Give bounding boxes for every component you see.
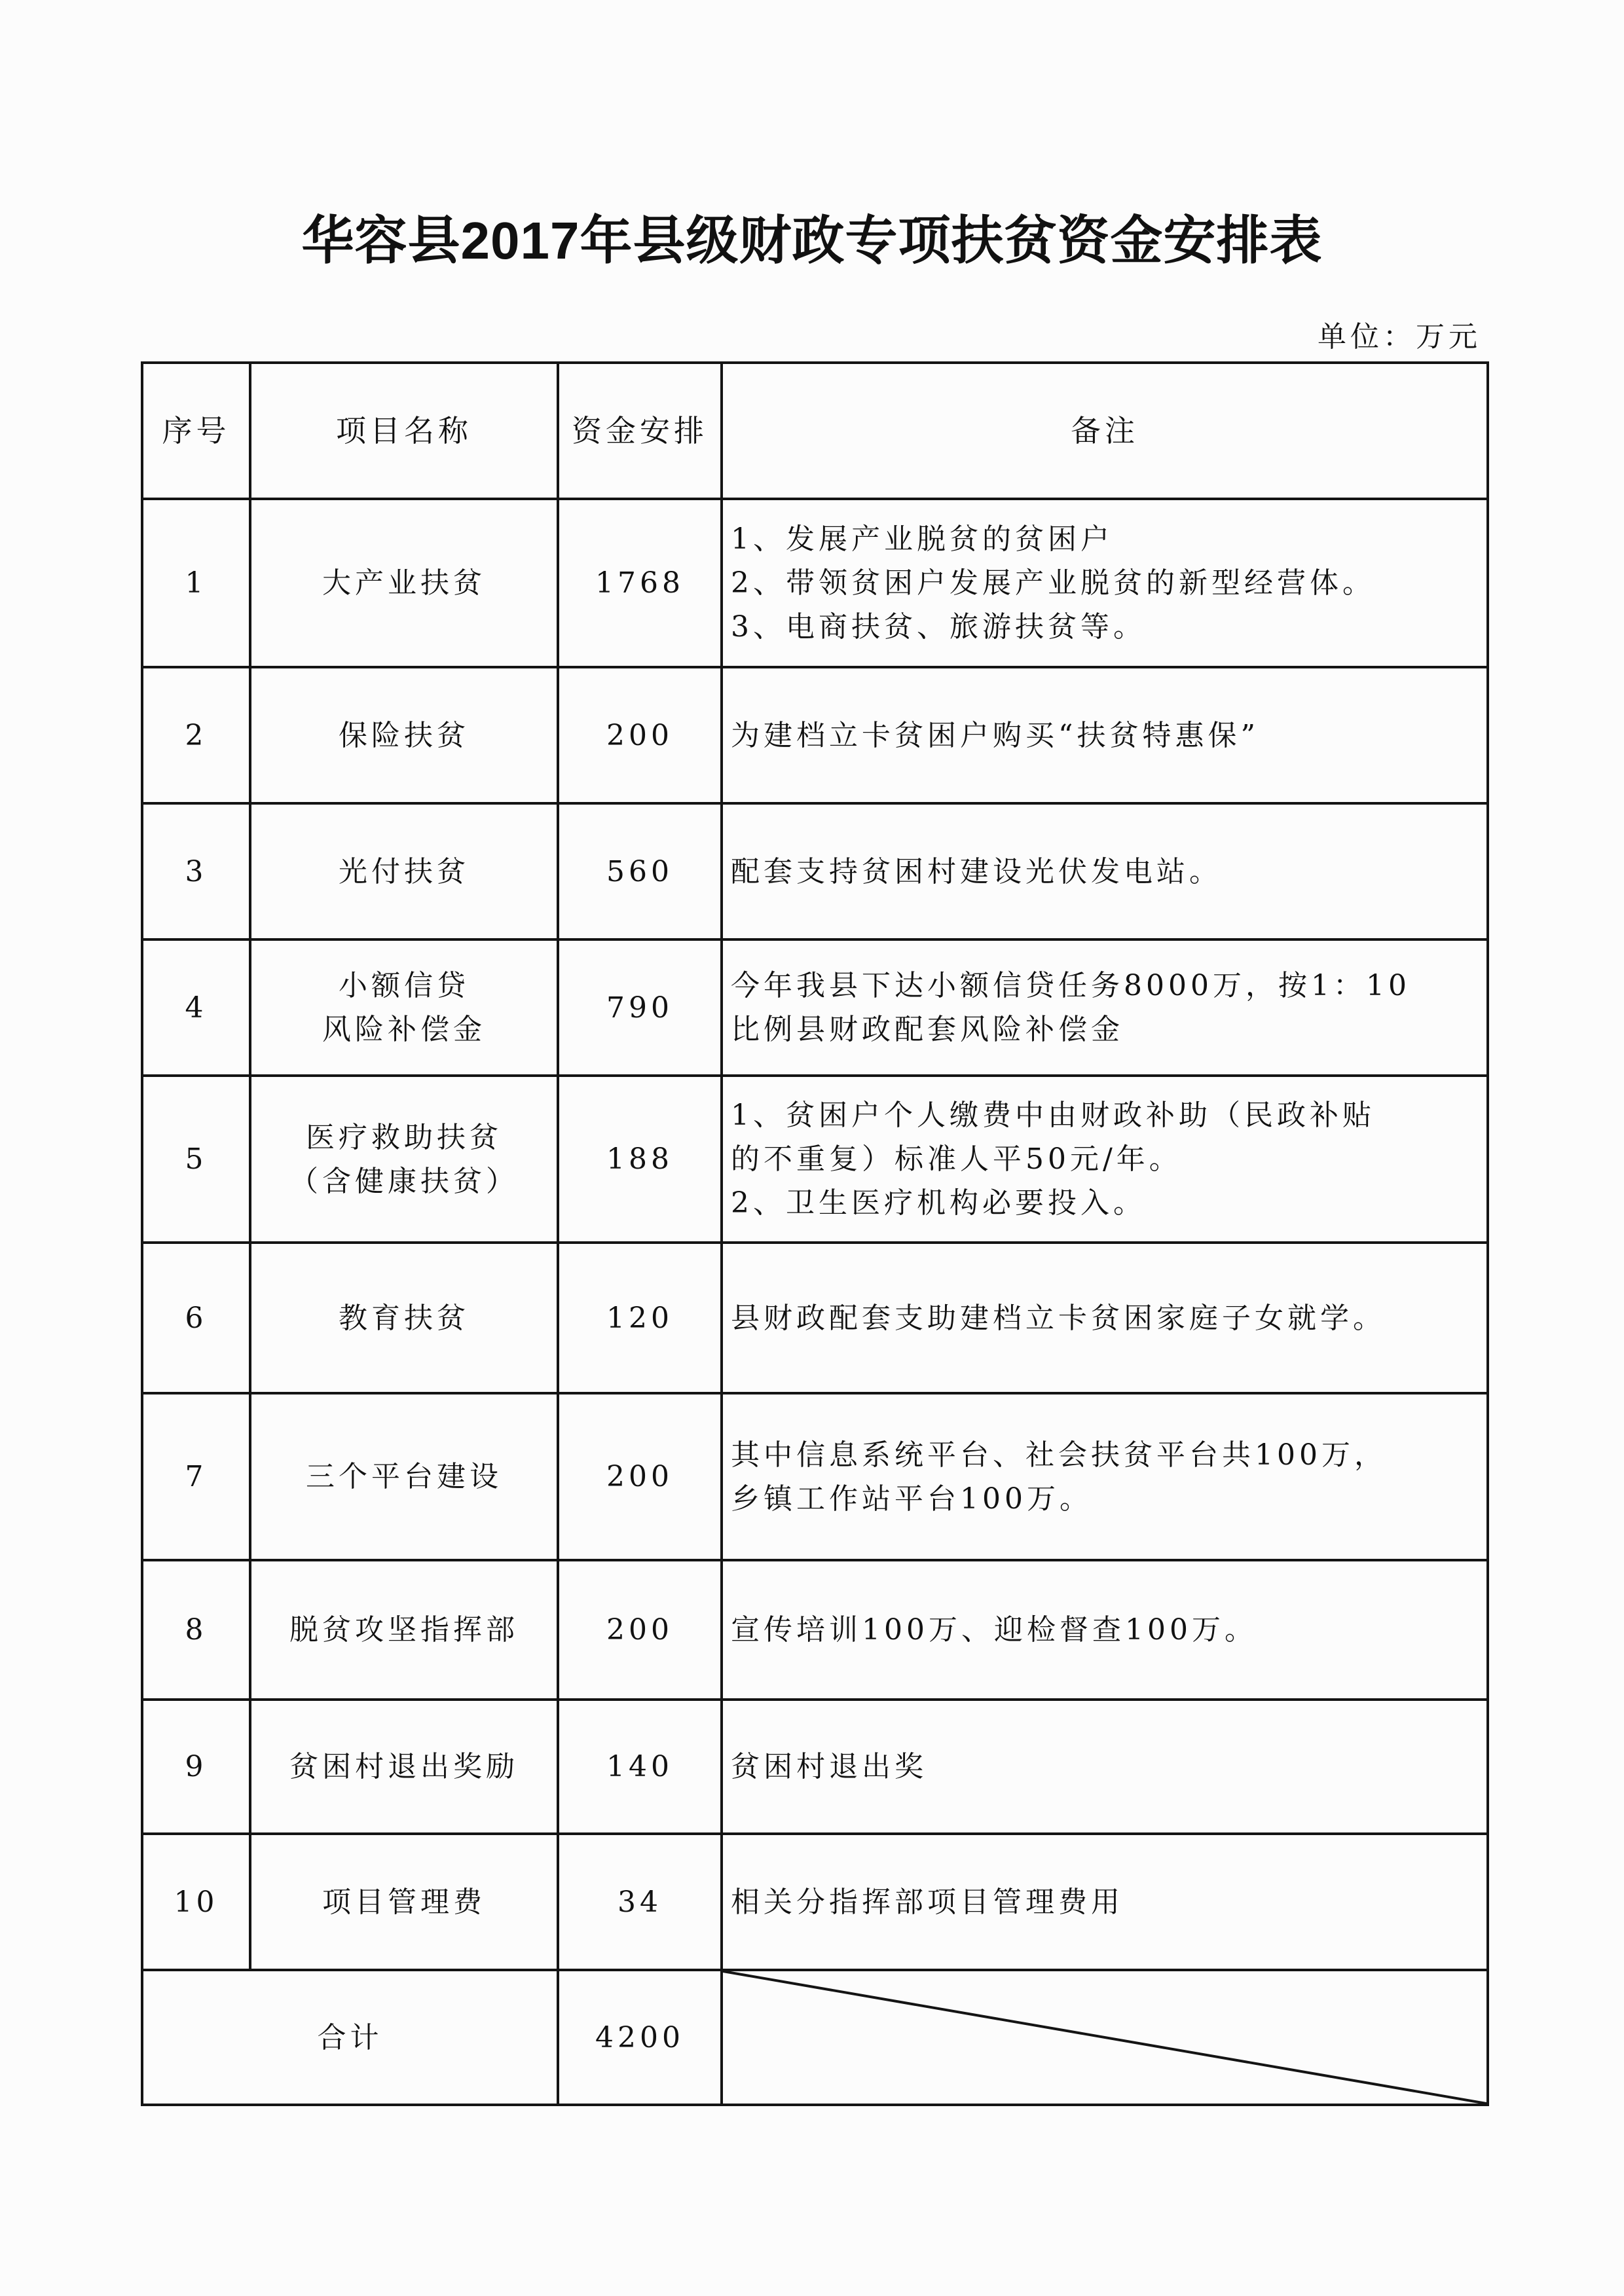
project-name-line: 风险补偿金 bbox=[322, 1013, 486, 1046]
seq-cell: 4 bbox=[142, 939, 250, 1076]
header-remark: 备注 bbox=[722, 363, 1488, 499]
seq-cell: 3 bbox=[142, 803, 250, 939]
table-row bbox=[142, 1834, 1488, 1970]
remark-line: 2、卫生医疗机构必要投入。 bbox=[731, 1186, 1146, 1220]
seq-cell: 1 bbox=[142, 499, 250, 667]
seq-cell: 2 bbox=[142, 667, 250, 803]
amount-cell: 188 bbox=[558, 1076, 722, 1243]
funding-table bbox=[141, 361, 1489, 2106]
remark-line: 乡镇工作站平台100万。 bbox=[731, 1482, 1092, 1516]
seq-cell: 6 bbox=[142, 1243, 250, 1393]
remark-line: 1、贫困户个人缴费中由财政补助（民政补贴 bbox=[731, 1099, 1375, 1132]
header-project-name: 项目名称 bbox=[250, 363, 558, 499]
table-header-row bbox=[142, 363, 1488, 499]
remark-cell bbox=[722, 939, 1488, 1076]
project-name-cell bbox=[250, 499, 558, 667]
project-name-cell bbox=[250, 667, 558, 803]
remark-line: 县财政配套支助建档立卡贫困家庭子女就学。 bbox=[731, 1301, 1386, 1335]
project-name-line: 小额信贷 bbox=[339, 969, 470, 1002]
table-row bbox=[142, 1076, 1488, 1243]
remark-line: 今年我县下达小额信贷任务8000万，按1：10 bbox=[731, 969, 1411, 1002]
table-row bbox=[142, 1393, 1488, 1560]
remark-cell bbox=[722, 803, 1488, 939]
project-name-line: 三个平台建设 bbox=[306, 1460, 502, 1493]
project-name-line: 医疗救助扶贫 bbox=[306, 1120, 502, 1154]
project-name-cell bbox=[250, 1243, 558, 1393]
remark-cell bbox=[722, 1700, 1488, 1834]
table-row bbox=[142, 499, 1488, 667]
remark-line: 相关分指挥部项目管理费用 bbox=[731, 1885, 1124, 1919]
remark-cell bbox=[722, 667, 1488, 803]
table-row bbox=[142, 1700, 1488, 1834]
remark-cell bbox=[722, 499, 1488, 667]
remark-cell bbox=[722, 1243, 1488, 1393]
amount-cell: 200 bbox=[558, 667, 722, 803]
project-name-line: 教育扶贫 bbox=[339, 1301, 470, 1335]
project-name-line: 保险扶贫 bbox=[339, 718, 470, 752]
table-row bbox=[142, 1243, 1488, 1393]
remark-line: 1、发展产业脱贫的贫困户 bbox=[731, 522, 1113, 556]
amount-cell: 120 bbox=[558, 1243, 722, 1393]
seq-cell: 8 bbox=[142, 1560, 250, 1700]
remark-cell bbox=[722, 1560, 1488, 1700]
amount-cell: 790 bbox=[558, 939, 722, 1076]
total-amount: 4200 bbox=[558, 1970, 722, 2105]
project-name-line: 脱贫攻坚指挥部 bbox=[289, 1613, 519, 1647]
remark-cell bbox=[722, 1076, 1488, 1243]
amount-cell: 200 bbox=[558, 1560, 722, 1700]
project-name-line: 项目管理费 bbox=[322, 1885, 486, 1919]
table-row bbox=[142, 1560, 1488, 1700]
amount-cell: 140 bbox=[558, 1700, 722, 1834]
amount-cell: 1768 bbox=[558, 499, 722, 667]
diagonal-line bbox=[723, 1971, 1486, 2104]
header-amount: 资金安排 bbox=[558, 363, 722, 499]
seq-cell: 7 bbox=[142, 1393, 250, 1560]
remark-line: 3、电商扶贫、旅游扶贫等。 bbox=[731, 610, 1146, 644]
seq-cell: 9 bbox=[142, 1700, 250, 1834]
project-name-cell bbox=[250, 1393, 558, 1560]
header-seq: 序号 bbox=[142, 363, 250, 499]
project-name-line: 大产业扶贫 bbox=[322, 566, 486, 600]
seq-cell: 5 bbox=[142, 1076, 250, 1243]
project-name-cell bbox=[250, 939, 558, 1076]
empty-remark-cell bbox=[722, 1970, 1488, 2105]
project-name-cell bbox=[250, 1560, 558, 1700]
project-name-line: 光付扶贫 bbox=[339, 854, 470, 888]
project-name-cell bbox=[250, 1834, 558, 1970]
amount-cell: 200 bbox=[558, 1393, 722, 1560]
table-row bbox=[142, 939, 1488, 1076]
seq-cell: 10 bbox=[142, 1834, 250, 1970]
amount-cell: 34 bbox=[558, 1834, 722, 1970]
project-name-cell bbox=[250, 803, 558, 939]
document-title: 华容县2017年县级财政专项扶贫资金安排表 bbox=[301, 211, 1323, 270]
remark-line: 配套支持贫困村建设光伏发电站。 bbox=[731, 854, 1222, 888]
table-row bbox=[142, 667, 1488, 803]
amount-cell: 560 bbox=[558, 803, 722, 939]
remark-cell bbox=[722, 1393, 1488, 1560]
unit-label: 单位：万元 bbox=[1318, 320, 1481, 354]
total-label: 合计 bbox=[142, 1970, 558, 2105]
remark-cell bbox=[722, 1834, 1488, 1970]
remark-line: 宣传培训100万、迎检督查100万。 bbox=[731, 1613, 1257, 1647]
project-name-line: 贫困村退出奖励 bbox=[289, 1750, 519, 1783]
remark-line: 2、带领贫困户发展产业脱贫的新型经营体。 bbox=[731, 566, 1375, 600]
remark-line: 的不重复）标准人平50元/年。 bbox=[731, 1142, 1182, 1176]
table-row bbox=[142, 803, 1488, 939]
total-row bbox=[142, 1970, 1488, 2105]
project-name-cell bbox=[250, 1076, 558, 1243]
project-name-cell bbox=[250, 1700, 558, 1834]
remark-line: 为建档立卡贫困户购买“扶贫特惠保” bbox=[731, 718, 1259, 752]
remark-line: 比例县财政配套风险补偿金 bbox=[731, 1013, 1124, 1046]
project-name-line: （含健康扶贫） bbox=[289, 1164, 519, 1198]
remark-line: 其中信息系统平台、社会扶贫平台共100万， bbox=[731, 1438, 1387, 1472]
remark-line: 贫困村退出奖 bbox=[731, 1750, 927, 1783]
